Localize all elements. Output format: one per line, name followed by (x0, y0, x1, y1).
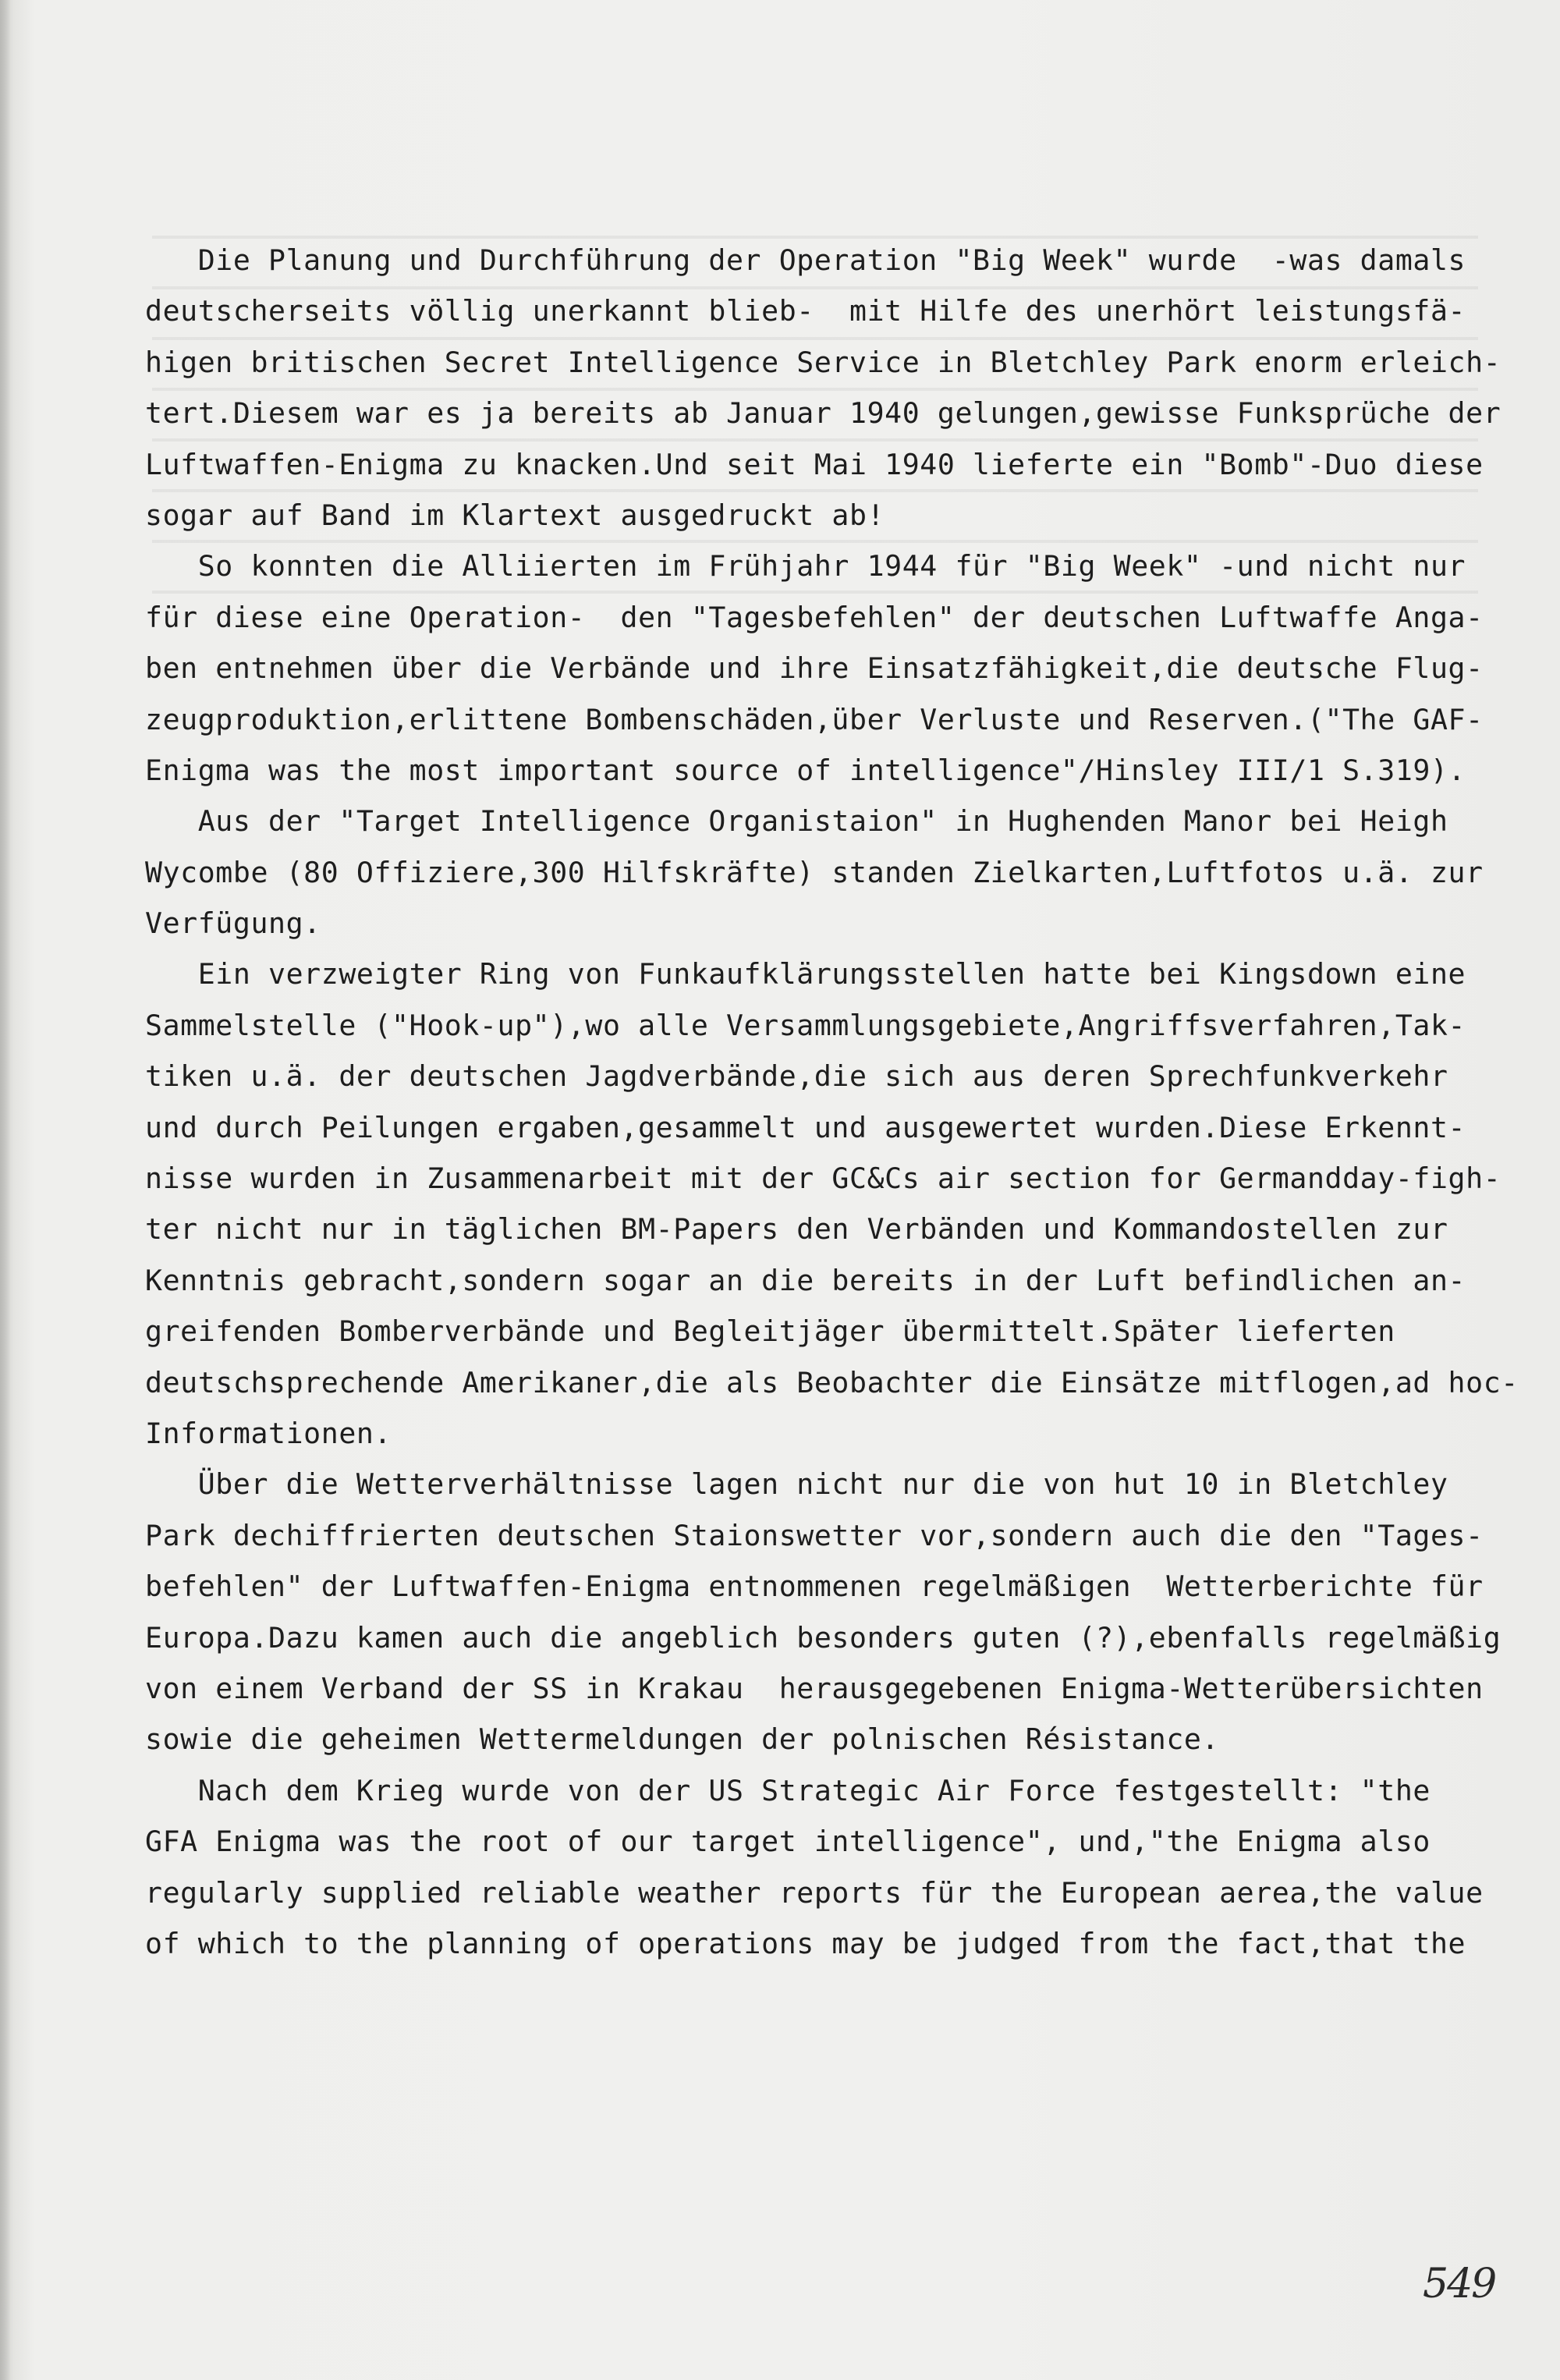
text-line: Kenntnis gebracht,sondern sogar an die bereits in der Luft befindlichen an- (145, 1263, 1466, 1297)
text-line: Ein verzweigter Ring von Funkaufklärungsstellen hatte bei Kingsdown eine (145, 957, 1466, 991)
text-line: für diese eine Operation- den "Tagesbefehlen" der deutschen Luftwaffe Anga- (145, 600, 1484, 634)
text-line: Informationen. (145, 1416, 392, 1450)
text-line: Park dechiffrierten deutschen Staionswetter vor,sondern auch die den "Tages- (145, 1518, 1484, 1552)
text-line: Sammelstelle ("Hook-up"),wo alle Versammlungsgebiete,Angriffsverfahren,Tak- (145, 1008, 1466, 1042)
text-line: sowie die geheimen Wettermeldungen der polnischen Résistance. (145, 1722, 1220, 1757)
text-line: So konnten die Alliierten im Frühjahr 1944 für "Big Week" -und nicht nur (145, 549, 1466, 583)
text-line: regularly supplied reliable weather reports für the European aerea,the value (145, 1875, 1484, 1910)
text-line: of which to the planning of operations may be judged from the fact,that the (145, 1926, 1466, 1960)
text-line: GFA Enigma was the root of our target intelligence", und,"the Enigma also (145, 1825, 1431, 1859)
text-line: Enigma was the most important source of intelligence"/Hinsley III/1 S.319). (145, 753, 1466, 787)
text-line: deutscherseits völlig unerkannt blieb- mit Hilfe des unerhört leistungsfä- (145, 294, 1466, 328)
page-number: 549 (1423, 2261, 1496, 2307)
text-line: Verfügung. (145, 906, 321, 941)
body-text (145, 235, 1519, 1969)
binding-shadow (0, 0, 11, 2380)
text-line: ben entnehmen über die Verbände und ihre Einsatzfähigkeit,die deutsche Flug- (145, 651, 1484, 686)
text-line: Aus der "Target Intelligence Organistaion" in Hughenden Manor bei Heigh (145, 804, 1448, 839)
text-line: greifenden Bomberverbände und Begleitjäger übermittelt.Später lieferten (145, 1314, 1395, 1349)
text-line: Über die Wetterverhältnisse lagen nicht nur die von hut 10 in Bletchley (145, 1467, 1448, 1502)
text-line: Europa.Dazu kamen auch die angeblich besonders guten (?),ebenfalls regelmäßig (145, 1620, 1502, 1655)
text-line: nisse wurden in Zusammenarbeit mit der GC&Cs air section for Germandday-figh- (145, 1162, 1502, 1196)
text-line: tert.Diesem war es ja bereits ab Januar 1940 gelungen,gewisse Funksprüche der (145, 396, 1502, 431)
text-line: tiken u.ä. der deutschen Jagdverbände,die sich aus deren Sprechfunkverkehr (145, 1059, 1448, 1094)
text-line: ter nicht nur in täglichen BM-Papers den Verbänden und Kommandostellen zur (145, 1212, 1448, 1247)
text-line: higen britischen Secret Intelligence Service in Bletchley Park enorm erleich- (145, 345, 1502, 379)
text-line: Wycombe (80 Offiziere,300 Hilfskräfte) standen Zielkarten,Luftfotos u.ä. zur (145, 855, 1484, 889)
text-line: deutschsprechende Amerikaner,die als Beobachter die Einsätze mitflogen,ad hoc- (145, 1365, 1519, 1399)
text-line: zeugproduktion,erlittene Bombenschäden,über Verluste und Reserven.("The GAF- (145, 702, 1484, 736)
text-line: Luftwaffen-Enigma zu knacken.Und seit Mai 1940 lieferte ein "Bomb"-Duo diese (145, 447, 1484, 481)
text-line: sogar auf Band im Klartext ausgedruckt ab! (145, 498, 885, 532)
text-line: befehlen" der Luftwaffen-Enigma entnommenen regelmäßigen Wetterberichte für (145, 1570, 1484, 1604)
text-line: und durch Peilungen ergaben,gesammelt und ausgewertet wurden.Diese Erkennt- (145, 1110, 1466, 1144)
text-line: von einem Verband der SS in Krakau herausgegebenen Enigma-Wetterübersichten (145, 1671, 1484, 1705)
text-line: Die Planung und Durchführung der Operation "Big Week" wurde -was damals (145, 243, 1466, 277)
text-line: Nach dem Krieg wurde von der US Strategic Air Force festgestellt: "the (145, 1773, 1431, 1807)
